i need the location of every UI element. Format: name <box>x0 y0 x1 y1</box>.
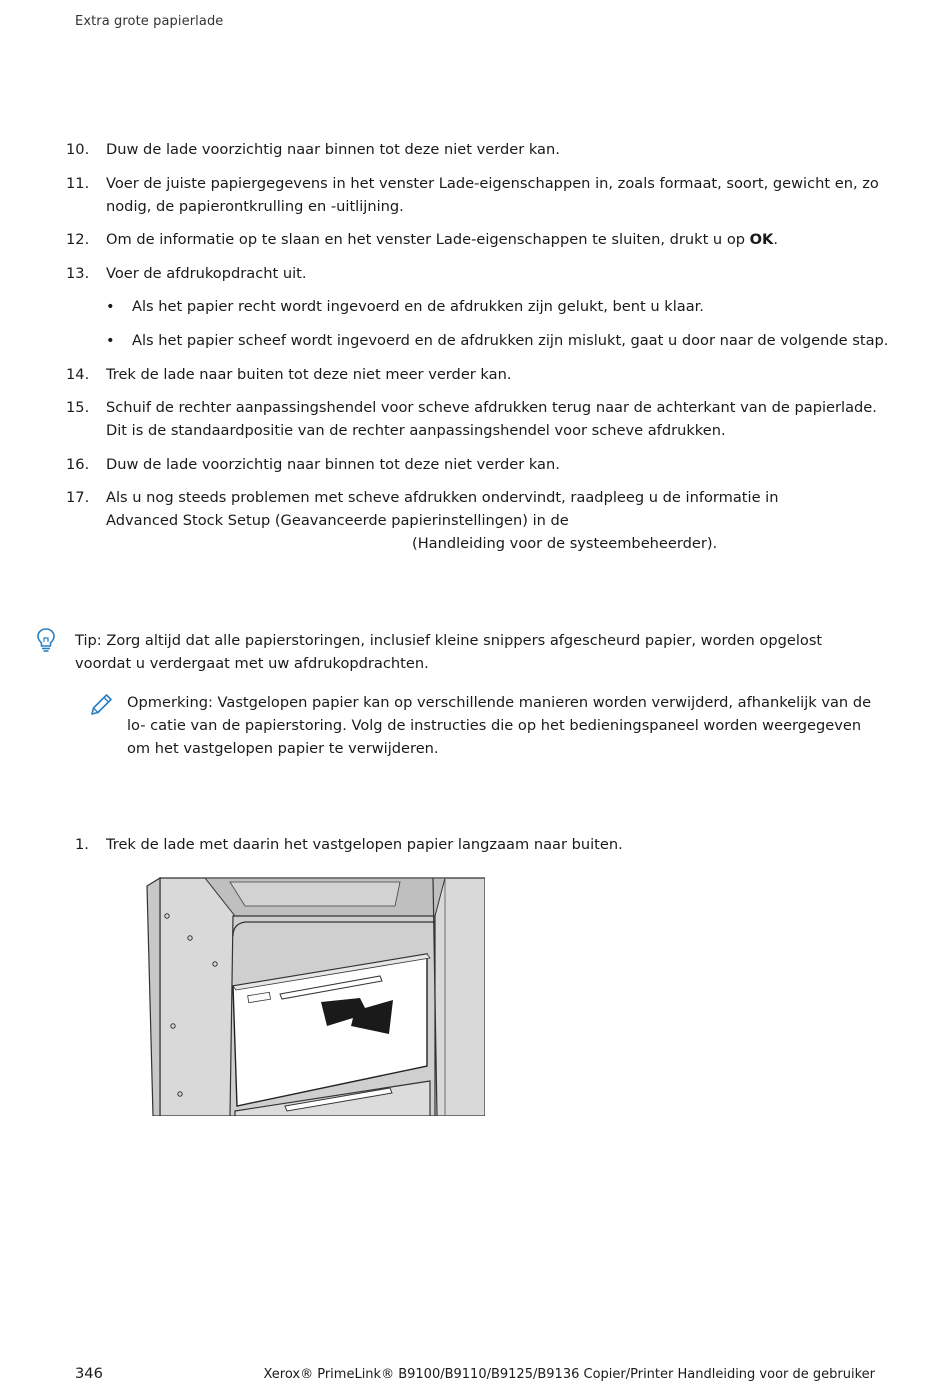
step-text: Schuif de rechter aanpassingshendel voor scheve afdrukken terug naar de achterkant van de papierlade. Dit is de standaardpositie van de rechter aanpassingshendel voor scheve afdrukken. <box>106 399 877 439</box>
step-text: Trek de lade met daarin het vastgelopen papier langzaam naar buiten. <box>106 836 623 853</box>
bullet-symbol: • <box>106 298 115 315</box>
bullet-text: Als het papier recht wordt ingevoerd en de afdrukken zijn gelukt, bent u klaar. <box>132 298 704 315</box>
step-text: Voer de afdrukopdracht uit. <box>106 265 307 282</box>
step-text: Trek de lade naar buiten tot deze niet meer verder kan. <box>106 366 512 383</box>
step-text: Voer de juiste papiergegevens in het venster Lade-eigenschappen in, zoals formaat, soort, gewicht en, zo nodig, de papierontkrulling en -uitlijning. <box>106 175 879 215</box>
step-text <box>106 228 881 251</box>
step-text: Als u nog steeds problemen met scheve afdrukken ondervindt, raadpleeg u de informatie in Advanced Stock Setup (Geavanceerde papierinstellingen) in de <box>106 489 779 529</box>
bullet-symbol: • <box>106 332 115 349</box>
step-text-part: . <box>773 231 779 248</box>
step-number: 1. <box>75 836 89 853</box>
step-number: 15. <box>66 399 90 416</box>
step-number: 12. <box>66 231 90 248</box>
step-number: 16. <box>66 456 90 473</box>
step-number: 17. <box>66 489 90 506</box>
step-text: Duw de lade voorzichtig naar binnen tot deze niet verder kan. <box>106 141 560 158</box>
step-text: Duw de lade voorzichtig naar binnen tot deze niet verder kan. <box>106 456 560 473</box>
step-text: (Handleiding voor de systeembeheerder). <box>412 535 718 552</box>
note-text: Opmerking: Vastgelopen papier kan op verschillende manieren worden verwijderd, afhankelijk van de lo- catie van de papierstoring. Volg de instructies die op het bedieningspaneel worden weergegeven om het vastgelopen papier te verwijderen. <box>127 694 872 757</box>
page-number: 346 <box>75 1365 103 1382</box>
tip-text: Tip: Zorg altijd dat alle papierstoringen, inclusief kleine snippers afgescheurd papier, worden opgelost voordat u verdergaat met uw afdrukopdrachten. <box>75 632 823 672</box>
step-number: 14. <box>66 366 90 383</box>
step-number: 13. <box>66 265 90 282</box>
running-header: Extra grote papierlade <box>75 14 224 29</box>
step-number: 10. <box>66 141 90 158</box>
document-title: Xerox® PrimeLink® B9100/B9110/B9125/B9136 Copier/Printer Handleiding voor de gebruiker <box>263 1367 875 1382</box>
tray-illustration <box>145 876 485 1116</box>
pencil-icon <box>88 692 114 725</box>
ok-keyword: OK <box>749 231 774 248</box>
step-text-part: Om de informatie op te slaan en het venster Lade-eigenschappen te sluiten, drukt u op <box>106 231 750 248</box>
lightbulb-icon <box>35 627 57 660</box>
bullet-text: Als het papier scheef wordt ingevoerd en de afdrukken zijn mislukt, gaat u door naar de volgende stap. <box>132 332 889 349</box>
step-number: 11. <box>66 175 90 192</box>
